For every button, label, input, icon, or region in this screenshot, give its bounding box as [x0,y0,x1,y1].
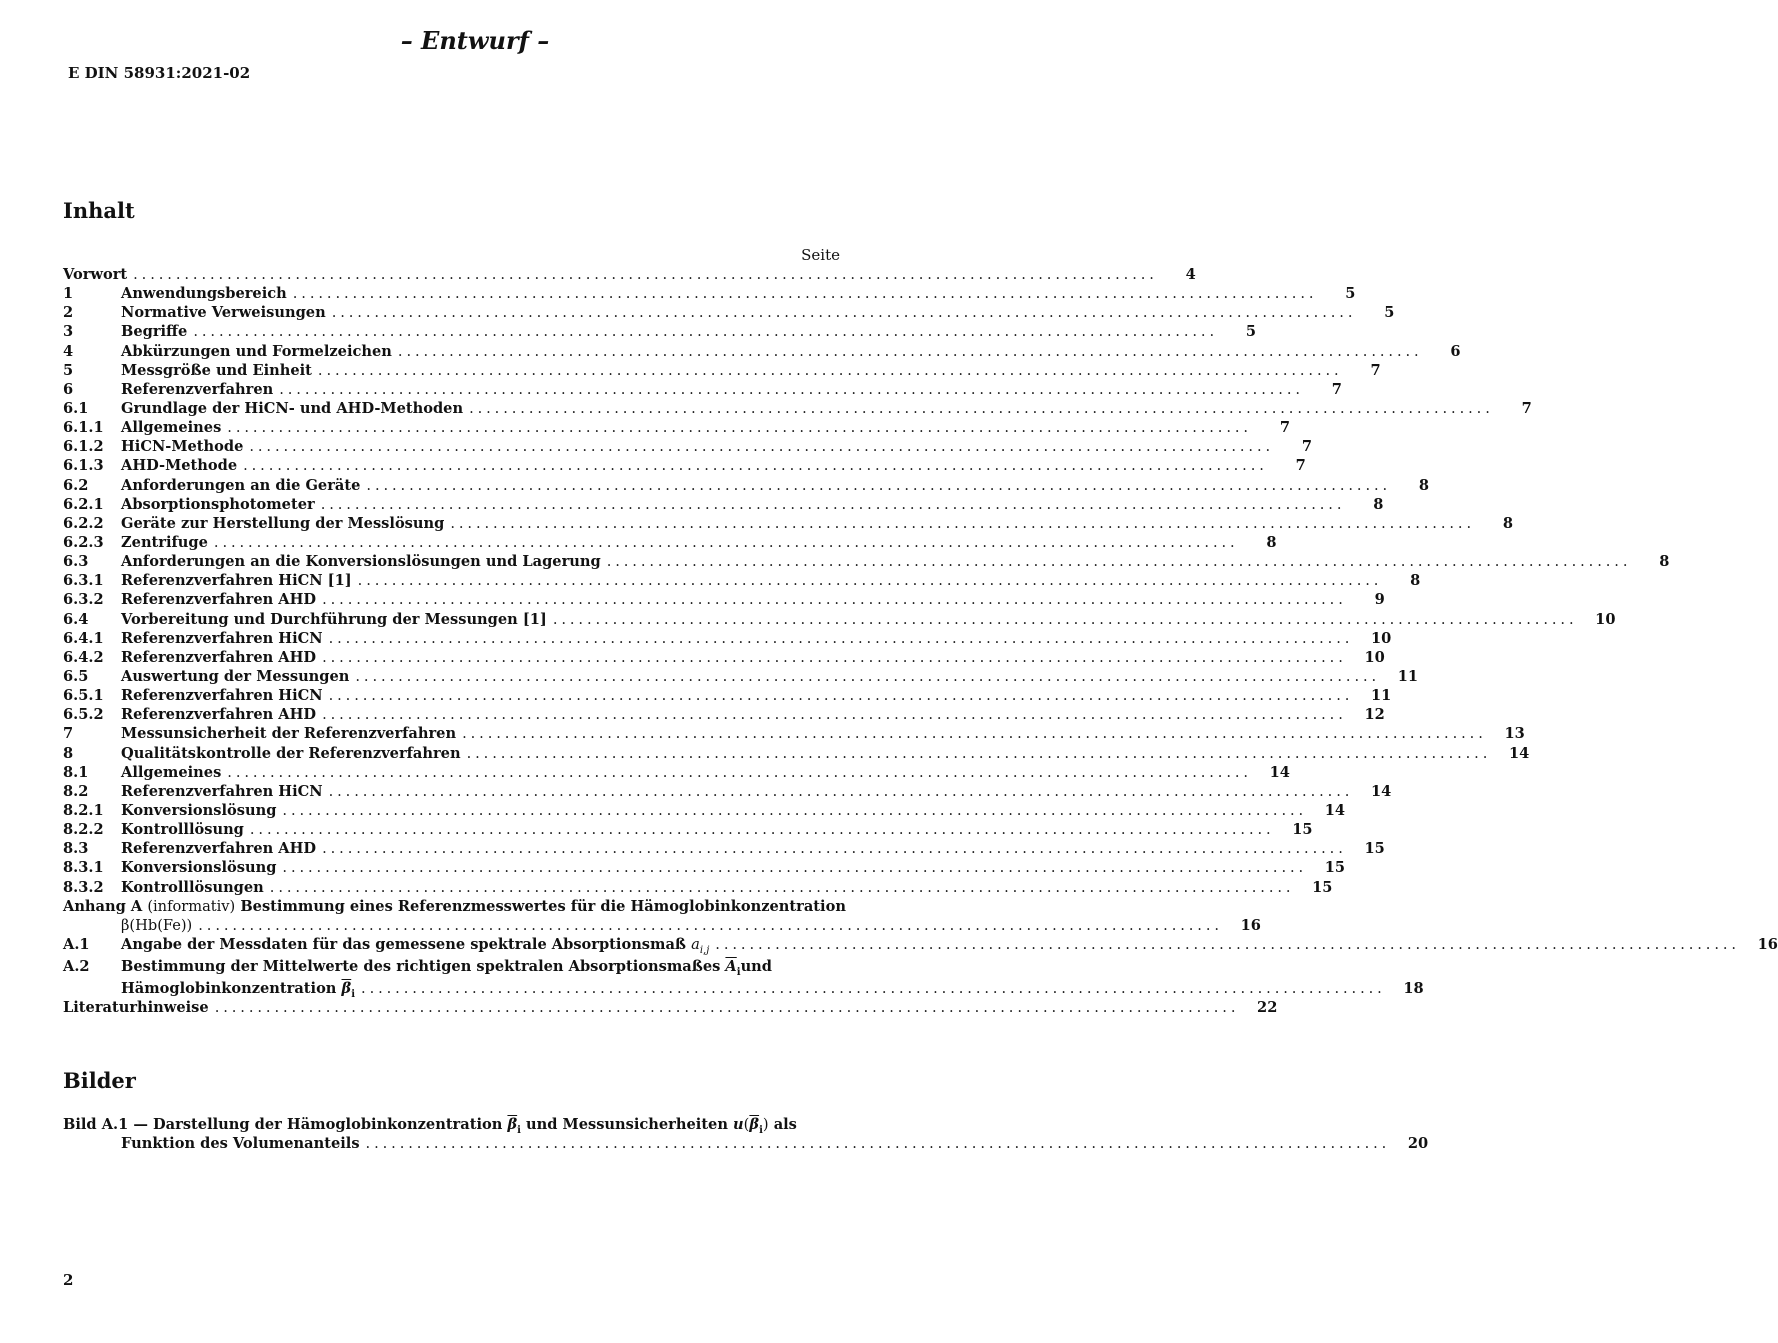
toc-number: A.2 [63,958,90,976]
toc-page-number: 20 [1407,1135,1429,1153]
toc-page-number: 16 [1757,935,1778,953]
toc-title: Qualitätskontrolle der Referenzverfahren [121,744,461,762]
toc-page-number: 7 [1301,438,1313,456]
dot-leader: ........................................................................................................................ [317,361,1343,379]
toc-title: HiCN-Methode [121,438,244,456]
dot-leader: ........................................................................................................................ [322,648,1347,666]
page-number: 2 [63,1271,74,1289]
toc-title: Referenzverfahren HiCN [121,782,323,800]
toc-title: Referenzverfahren HiCN [121,687,323,705]
toc-page-number: 7 [1331,380,1342,398]
mean-absorption-symbol: $\overline{A}$ [725,958,737,976]
dot-leader: ........................................................................................................................ [357,572,1383,590]
figure-title-tail: als [773,1116,797,1133]
toc-number: 8.2 [63,782,89,800]
figure-title-line2: Funktion des Volumenanteils [121,1135,360,1153]
dot-leader: ........................................................................................................................ [322,840,1347,858]
dot-leader: ........................................................................................................................ [331,304,1357,322]
toc-number: 6.2.1 [63,495,104,513]
document-identifier: E DIN 58931:2021-02 [68,64,251,82]
dot-leader: ........................................................................................................................ [249,821,1275,839]
toc-page-number: 8 [1266,533,1277,551]
toc-number: 6.2.2 [63,514,104,532]
toc-number: 8.3 [63,840,89,858]
toc-page-number: 15 [1292,821,1313,839]
toc-page-number: 8 [1410,572,1421,590]
toc-title: Anforderungen an die Konversionslösungen und Lagerung [121,553,601,571]
toc-entry[interactable] [63,265,1196,284]
toc-title: AHD-Methode [121,457,238,475]
toc-number: 6.3 [63,553,89,571]
toc-entry[interactable] [63,514,1513,533]
toc-page-number: 11 [1397,667,1419,685]
toc-entry[interactable] [63,552,1670,571]
dot-leader: ........................................................................................................................ [269,878,1295,896]
toc-number: 8.2.2 [63,821,104,839]
toc-title: Messunsicherheit der Referenzverfahren [121,725,457,743]
toc-title: Allgemeines [121,763,222,781]
toc-number: 6.1 [63,399,89,417]
concentration-subscript: i [517,1124,521,1136]
toc-page-number: 15 [1364,840,1385,858]
toc-entry[interactable] [63,322,1256,341]
toc-page-number: 14 [1370,782,1392,800]
toc-entry[interactable] [63,724,1525,743]
dot-leader: ........................................................................................................................ [469,399,1494,417]
toc-number: 6.4.1 [63,629,104,647]
toc-number: 8.1 [63,763,89,781]
toc-page-number: 14 [1508,744,1530,762]
figure-entry-a1-continuation[interactable] [63,1134,1429,1153]
toc-entry[interactable] [63,571,1421,590]
toc-number: 6.5 [63,667,89,685]
dot-leader: ........................................................................................................................ [328,782,1354,800]
toc-title: Literaturhinweise [63,999,209,1017]
figures-heading: Bilder [63,1068,136,1093]
toc-title: Konversionslösung [121,859,277,877]
page-column-label: Seite [801,246,840,264]
toc-title: Begriffe [121,323,188,341]
concentration-symbol: $\overline{\beta}$ [507,1116,518,1133]
toc-page-number: 7 [1279,419,1290,437]
dot-leader: ........................................................................................................................ [328,629,1354,647]
toc-number: 6.1.1 [63,419,104,437]
toc-entry[interactable] [63,418,1290,437]
toc-title: Hämoglobinkonzentration [121,980,337,998]
dot-leader: ........................................................................................................................ [361,980,1386,998]
toc-entry[interactable] [63,782,1392,801]
mean-absorption-subscript: i [736,966,741,978]
toc-title: Referenzverfahren HiCN [121,629,323,647]
toc-entry[interactable] [63,380,1342,399]
figure-label: Bild A.1 — Darstellung der Hämoglobinkonzentration [63,1116,503,1133]
toc-entry-a2[interactable] [63,954,840,979]
toc-title: Grundlage der HiCN- und AHD-Methoden [121,399,464,417]
toc-page-number: 7 [1295,457,1306,475]
mean-concentration-symbol: $\overline{\beta}$ [341,980,352,998]
toc-entry[interactable] [63,667,1419,686]
toc-number: 3 [63,323,74,341]
toc-entry-list [63,265,1670,897]
toc-page-number: 15 [1312,878,1333,896]
contents-heading: Inhalt [63,198,135,223]
toc-entry-references[interactable] [63,998,1278,1017]
toc-entry[interactable] [63,686,1392,705]
dot-leader: ........................................................................................................................ [397,342,1423,360]
toc-title: Abkürzungen und Formelzeichen [121,342,392,360]
toc-number: 8.3.2 [63,878,104,896]
toc-page-number: 22 [1257,999,1278,1017]
toc-page-number: 7 [1370,361,1381,379]
toc-entry[interactable] [63,858,1346,877]
toc-title: Vorbereitung und Durchführung der Messungen [1] [121,610,547,628]
dot-leader: ........................................................................................................................ [214,999,1240,1017]
toc-page-number: 10 [1364,648,1385,666]
toc-number: 6.4 [63,610,89,628]
toc-entry-a2-continuation[interactable] [63,979,1424,1000]
toc-entry[interactable] [63,284,1356,303]
toc-page-number: 14 [1269,763,1290,781]
toc-entry[interactable] [63,399,1532,418]
toc-number: 6.1.2 [63,438,104,456]
toc-entry[interactable] [63,648,1385,667]
absorption-symbol: a [691,935,700,953]
dot-leader: ........................................................................................................................ [279,380,1304,398]
toc-page-number: 5 [1345,285,1356,303]
toc-entry[interactable] [63,801,1346,820]
toc-entry[interactable] [63,878,1333,897]
dot-leader: ........................................................................................................................ [715,935,1740,953]
toc-entry[interactable] [63,456,1306,475]
concentration-subscript: i [759,1124,763,1136]
toc-entry[interactable] [63,590,1385,609]
table-of-contents [63,265,1778,1017]
toc-page-number: 8 [1502,514,1513,532]
toc-number: 6.4.2 [63,648,104,666]
toc-page-number: 12 [1364,706,1385,724]
toc-entry[interactable] [63,495,1384,514]
dot-leader: ........................................................................................................................ [282,801,1308,819]
toc-number: 6.3.2 [63,591,104,609]
toc-entry[interactable] [63,533,1277,552]
toc-title: Referenzverfahren AHD [121,706,317,724]
dot-leader: ........................................................................................................................ [322,591,1347,609]
toc-title: Referenzverfahren HiCN [1] [121,572,352,590]
absorption-subscript: i,j [699,944,710,956]
toc-page-number: 5 [1384,304,1395,322]
toc-number: 6.5.1 [63,687,104,705]
toc-entry[interactable] [63,342,1461,361]
toc-number: 2 [63,304,74,322]
toc-number: 6.1.3 [63,457,104,475]
dot-leader: ........................................................................................................................ [366,476,1392,494]
toc-entry[interactable] [63,839,1385,858]
toc-page-number: 8 [1418,476,1430,494]
toc-page-number: 18 [1403,980,1424,998]
toc-entry[interactable] [63,705,1385,724]
toc-number: 6.3.1 [63,572,104,590]
dot-leader: ........................................................................................................................ [365,1135,1391,1153]
dot-leader: ........................................................................................................................ [213,533,1239,551]
annex-label: Anhang A [63,897,143,915]
toc-entry-a1[interactable] [63,935,1778,956]
toc-page-number: 13 [1504,725,1525,743]
toc-title: Referenzverfahren [121,380,274,398]
toc-number: 5 [63,361,74,379]
toc-entry[interactable] [63,763,1290,782]
toc-title: Referenzverfahren AHD [121,840,317,858]
toc-entry[interactable] [63,437,1313,456]
dot-leader: ........................................................................................................................ [355,667,1381,685]
toc-title: Anforderungen an die Geräte [121,476,361,494]
dot-leader: ........................................................................................................................ [552,610,1578,628]
toc-title: Normative Verweisungen [121,304,326,322]
toc-title: Konversionslösung [121,801,277,819]
list-of-figures [63,1115,1429,1153]
dot-leader: ........................................................................................................................ [292,285,1318,303]
dot-leader: ........................................................................................................................ [282,859,1308,877]
toc-title: Auswertung der Messungen [121,667,350,685]
toc-number: 4 [63,342,74,360]
toc-number: 1 [63,285,74,303]
toc-entry[interactable] [63,476,1430,495]
toc-page-number: 5 [1245,323,1256,341]
toc-title: Vorwort [63,266,128,283]
toc-entry[interactable] [63,629,1392,648]
toc-annex-a-continuation[interactable] [63,916,1261,935]
toc-entry[interactable] [63,610,1616,629]
toc-title: Referenzverfahren AHD [121,648,317,666]
toc-number: 8 [63,744,74,762]
dot-leader: ........................................................................................................................ [249,438,1275,456]
dot-leader: ........................................................................................................................ [243,457,1268,475]
dot-leader: ........................................................................................................................ [133,266,1158,283]
uncertainty-symbol: u [733,1116,744,1133]
figure-title-mid: und Messunsicherheiten [526,1116,728,1133]
dot-leader: ........................................................................................................................ [606,553,1632,571]
toc-page-number: 8 [1373,495,1384,513]
toc-title: Kontrolllösungen [121,878,264,896]
toc-entry[interactable] [63,820,1313,839]
toc-title: Zentrifuge [121,533,208,551]
toc-page-number: 10 [1370,629,1392,647]
toc-number: 8.3.1 [63,859,104,877]
toc-title: Geräte zur Herstellung der Messlösung [121,514,445,532]
toc-number: 6 [63,380,74,398]
draft-watermark-heading: – Entwurf – [400,26,550,55]
dot-leader: ........................................................................................................................ [450,514,1475,532]
dot-leader: ........................................................................................................................ [320,495,1346,513]
dot-leader: ........................................................................................................................ [466,744,1492,762]
dot-leader: ........................................................................................................................ [328,687,1354,705]
toc-number: 6.2 [63,476,89,494]
toc-number: 7 [63,725,74,743]
toc-page-number: 7 [1521,399,1532,417]
toc-page-number: 16 [1240,916,1261,934]
toc-page-number: 15 [1324,859,1346,877]
toc-title: Allgemeines [121,419,222,437]
toc-number: 6.5.2 [63,706,104,724]
toc-page-number: 14 [1324,801,1346,819]
toc-title: Messgröße und Einheit [121,361,312,379]
dot-leader: ........................................................................................................................ [198,916,1223,934]
toc-entry[interactable] [63,303,1395,322]
annex-title: Bestimmung eines Referenzmesswertes für die Hämoglobinkonzentration [240,897,846,915]
toc-title-conjunction: und [740,958,772,976]
toc-title: Bestimmung der Mittelwerte des richtigen spektralen Absorptionsmaßes [121,958,721,976]
dot-leader: ........................................................................................................................ [193,323,1218,341]
toc-title: Absorptionsphotometer [121,495,315,513]
toc-page-number: 8 [1659,553,1670,571]
dot-leader: ........................................................................................................................ [462,725,1487,743]
dot-leader: ........................................................................................................................ [227,763,1252,781]
figure-entry-a1[interactable]: Bild A.1 — Darstellung der Hämoglobinkonzentration $\overline{\beta}_i$ und Messunsicherheiten $u(\overline{\beta}_i)$ als [63,1116,797,1136]
toc-page-number: 6 [1450,342,1461,360]
toc-number: A.1 [63,935,90,953]
toc-entry[interactable] [63,361,1381,380]
mean-concentration-subscript: i [351,988,356,1000]
toc-number: 8.2.1 [63,801,104,819]
toc-annex-a[interactable] [63,897,846,916]
dot-leader: ........................................................................................................................ [227,419,1252,437]
concentration-symbol: $\overline{\beta}$ [749,1116,760,1133]
toc-title: Kontrolllösung [121,821,244,839]
toc-title: Angabe der Messdaten für das gemessene spektrale Absorptionsmaß [121,935,687,953]
toc-page-number: 9 [1374,591,1385,609]
toc-title: Anwendungsbereich [121,285,287,303]
toc-page-number: 4 [1185,266,1196,283]
dot-leader: ........................................................................................................................ [322,706,1347,724]
toc-page-number: 11 [1370,687,1392,705]
toc-number: 6.2.3 [63,533,104,551]
toc-page-number: 10 [1595,610,1616,628]
toc-entry[interactable] [63,744,1530,763]
annex-continuation: β(Hb(Fe)) [121,916,193,934]
toc-title: Referenzverfahren AHD [121,591,317,609]
annex-qualifier: (informativ) [147,897,236,915]
